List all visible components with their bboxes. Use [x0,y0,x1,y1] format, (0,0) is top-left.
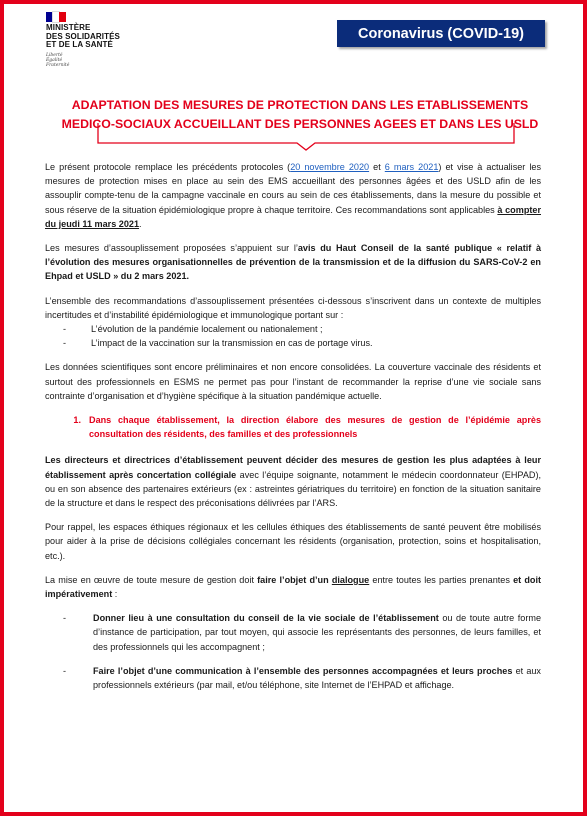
ministry-logo [46,12,126,68]
uncertainty-list [45,322,541,350]
ministry-name: MINISTÈRE DES SOLIDARITÉS ET DE LA SANTÉ [46,23,120,49]
section-1-heading: 1. Dans chaque établissement, la direction élabore des mesures de gestion de l’épidémie après consultation des résidents, des familles et des professionnels [73,415,541,440]
coronavirus-banner: Coronavirus (COVID-19) [337,20,545,47]
ethics-paragraph: Pour rappel, les espaces éthiques régionaux et les cellules éthiques des établissements de santé peuvent être mobilisés pour aider à la prise de décisions collégiales concernant les résidents (organisation, protection, soins et hospitalisation, etc.). [45,522,541,561]
context-paragraph: L’ensemble des recommandations d’assouplissement présentées ci-dessous s’inscrivent dans un contexte de multiples incertitudes et d’instabilité épidémiologique et immunologique portant sur : [45,295,541,320]
title-callout-border [97,123,515,151]
implementation-paragraph: La mise en œuvre de toute mesure de gestion doit faire l’objet d’un dialogue entre toutes les parties prenantes et doit impérativement : [45,574,542,600]
requirements-list [45,611,541,692]
intro-paragraph: Le présent protocole remplace les précédents protocoles (20 novembre 2020 et 6 mars 2021) et vise à actualiser les mesures de protection mises en place au sein des EMS accueillant des personnes âgées et des USLD afin de les assouplir compte-tenu de la campagne vaccinale en cours au sein de ces établissements, dans la mesure du possible et sous réserve de la situation épidémiologique propre à chaque territoire. Ces recommandations sont applicables à compter du jeudi 11 mars 2021. [45,162,541,229]
list-item: - Faire l’objet d’une communication à l’ensemble des personnes accompagnées et leurs proches et aux professionnels extérieurs (par mail, et/ou téléphone, site Internet de l’EHPAD et affichage. [63,665,541,691]
scientific-data-paragraph: Les données scientifiques sont encore préliminaires et non encore consolidées. La couverture vaccinale des résidents et surtout des professionnels en ESMS ne permet pas pour l’instant de recommander la reprise d’une vie sociale sans contrainte d’organisation et d’hygiène spécifique à la situation pandémique actuelle. [45,362,541,401]
title-line-2: MEDICO-SOCIAUX ACCUEILLANT DES PERSONNES AGEES ET DANS LES USLD [61,117,539,131]
link-protocol-20-nov-2020[interactable]: 20 novembre 2020 [290,162,370,172]
list-item: - Donner lieu à une consultation du conseil de la vie sociale de l’établissement ou de toute autre forme d’instance de participation, par tout moyen, qui associe les représentants des personnes, de leurs familles, et des professionnels qui les accompagnent ; [63,613,542,652]
hcsp-paragraph: Les mesures d’assouplissement proposées s’appuient sur l’avis du Haut Conseil de la santé publique « relatif à l’évolution des mesures organisationnelles de prévention de la transmission et de la diffusion du SARS-CoV-2 en Ehpad et USLD » du 2 mars 2021. [45,243,541,282]
republic-motto: Liberté Égalité Fraternité [46,52,70,68]
title-line-1: ADAPTATION DES MESURES DE PROTECTION DANS LES ETABLISSEMENTS [71,98,529,112]
effective-date: à compter du jeudi 11 mars 2021 [45,204,541,229]
document-body [45,160,541,702]
link-protocol-6-mars-2021[interactable]: 6 mars 2021 [384,162,439,172]
directors-paragraph: Les directeurs et directrices d’établissement peuvent décider des mesures de gestion les plus adaptées à leur établissement après concertation collégiale avec l’équipe soignante, notamment le médecin coordonnateur (EHPAD), ou en son absence des partenaires extérieurs (ex : astreintes gériatriques du territoire) en fonction de la situation sanitaire de la structure et dans le respect des préconisations délivrées par l’ARS. [45,455,542,509]
flag-icon [46,12,66,22]
list-item: - L’évolution de la pandémie localement ou nationalement ; [63,324,323,335]
list-item: - L’impact de la vaccination sur la transmission en cas de portage virus. [63,338,373,349]
